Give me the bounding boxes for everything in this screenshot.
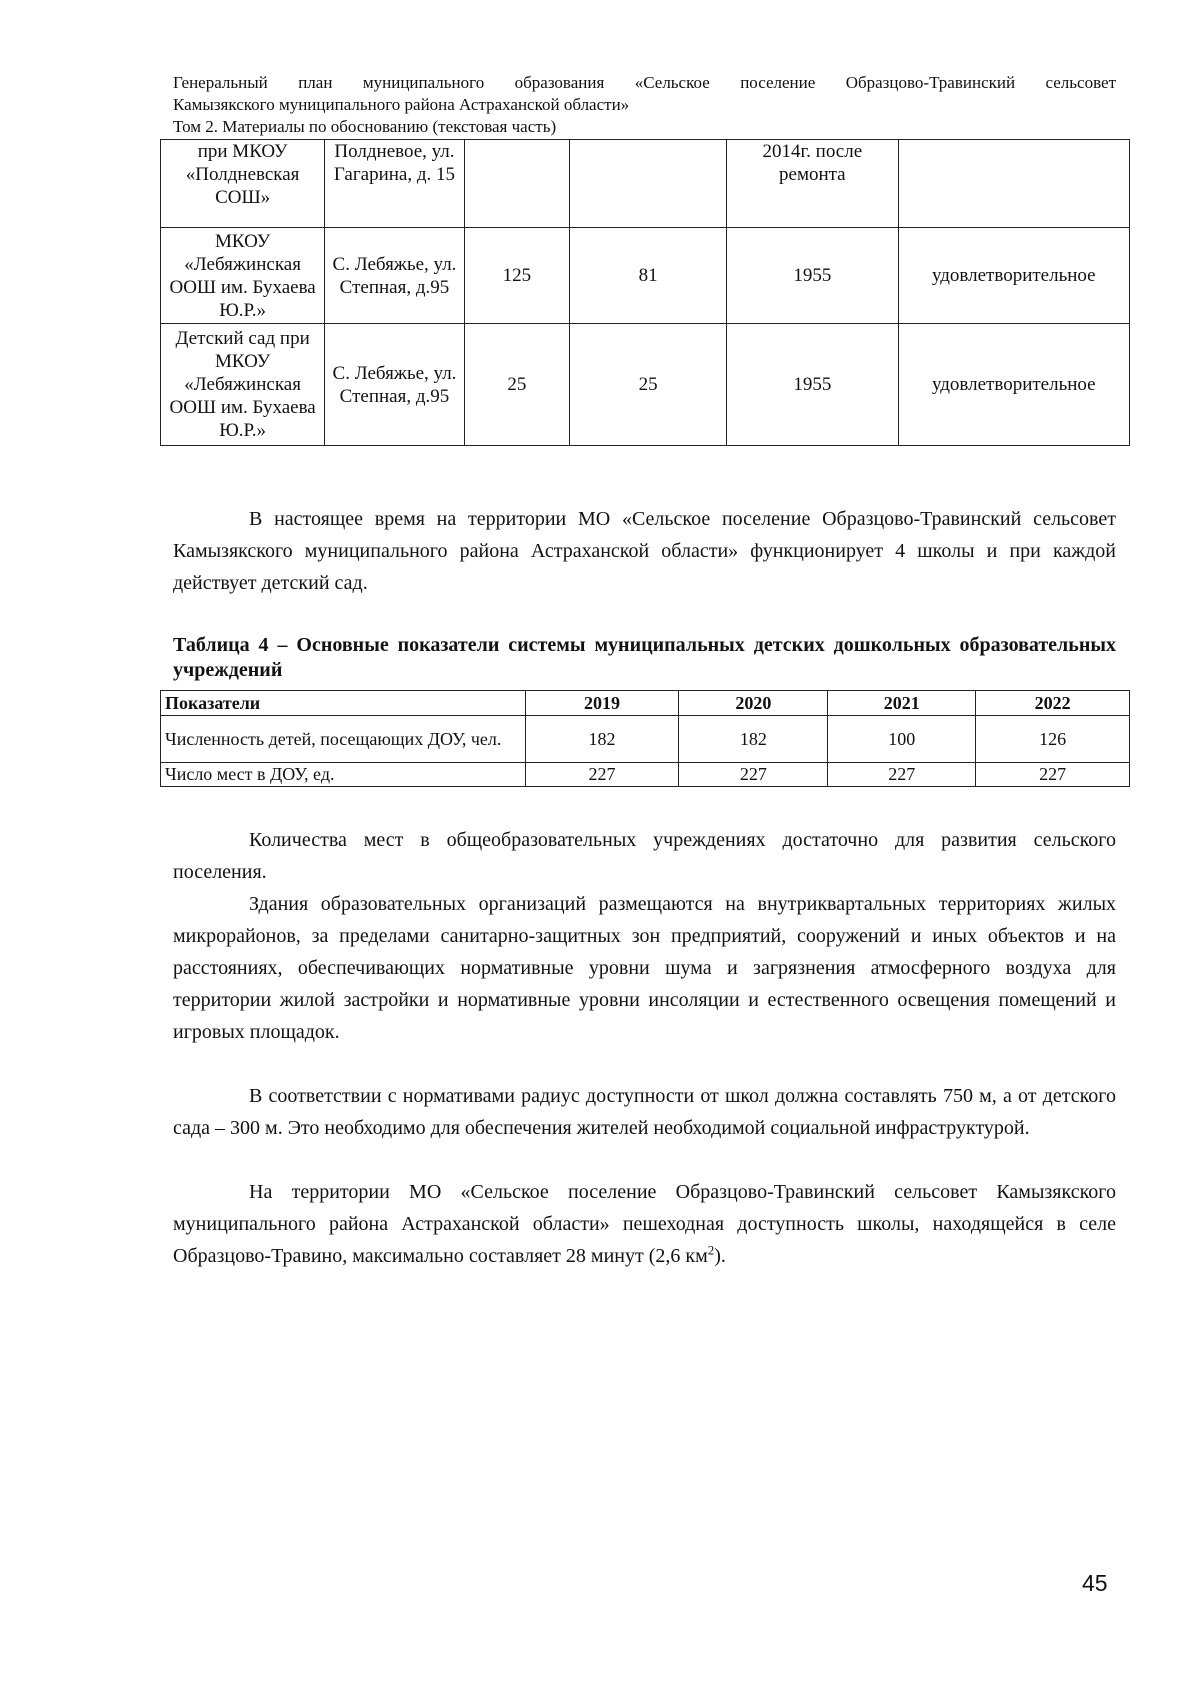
- institution-year: 1955: [727, 324, 898, 446]
- column-header: 2021: [828, 691, 976, 716]
- column-header: 2020: [679, 691, 828, 716]
- institution-state: [898, 140, 1129, 228]
- institution-capacity: [464, 140, 569, 228]
- paragraph-schools: В настоящее время на территории МО «Сельское поселение Образцово-Травинский сельсовет Камызякского муниципального района Астраханской области» функционирует 4 школы и при каждой действует детский сад.: [173, 508, 1116, 594]
- institution-year: 1955: [727, 228, 898, 324]
- paragraph-buildings: Здания образовательных организаций размещаются на внутриквартальных территориях жилых микрорайонов, за пределами санитарно-защитных зон предприятий, сооружений и иных объектов и на расстояниях, обеспечивающих нормативные уровни шума и загрязнения атмосферного воздуха для территории жилой застройки и нормативные уровни инсоляции и естественного освещения помещений и игровых площадок.: [173, 893, 1116, 1043]
- indicator-value: 182: [679, 716, 828, 763]
- table-header-row: [161, 691, 1130, 716]
- page-number: 45: [1082, 1570, 1108, 1596]
- column-header: 2019: [525, 691, 679, 716]
- institution-year: 2014г. после ремонта: [727, 140, 898, 228]
- institution-actual: 81: [570, 228, 727, 324]
- paragraph-accessibility-text: На территории МО «Сельское поселение Образцово-Травинский сельсовет Камызякского муниципального района Астраханской области» пешеходная доступность школы, находящейся в селе Образцово-Травино, максимально составляет 28 минут (2,6 км: [173, 1181, 1116, 1267]
- running-header-line-1: Генеральный план муниципального образования «Сельское поселение Образцово-Травинский сельсовет: [173, 73, 1116, 92]
- table-row: [161, 324, 1130, 446]
- indicator-value: 227: [828, 763, 976, 787]
- paragraph-accessibility-tail: ).: [714, 1245, 726, 1267]
- institution-state: удовлетворительное: [898, 324, 1129, 446]
- indicator-value: 126: [976, 716, 1130, 763]
- institutions-table: [160, 139, 1130, 446]
- institution-name: при МКОУ «Полдневская СОШ»: [161, 140, 325, 228]
- institution-name: МКОУ «Лебяжинская ООШ им. Бухаева Ю.Р.»: [161, 228, 325, 324]
- paragraph-radius: В соответствии с нормативами радиус доступности от школ должна составлять 750 м, а от детского сада – 300 м. Это необходимо для обеспечения жителей необходимой социальной инфраструктурой.: [173, 1085, 1116, 1139]
- institution-actual: 25: [570, 324, 727, 446]
- indicator-value: 227: [976, 763, 1130, 787]
- institution-address: Полдневое, ул. Гагарина, д. 15: [325, 140, 464, 228]
- institution-state: удовлетворительное: [898, 228, 1129, 324]
- table-row: [161, 228, 1130, 324]
- indicator-value: 227: [679, 763, 828, 787]
- preschool-indicators-table: [160, 690, 1130, 787]
- table-row: [161, 140, 1130, 228]
- table-row: [161, 716, 1130, 763]
- institution-address: С. Лебяжье, ул. Степная, д.95: [325, 228, 464, 324]
- indicator-label: Численность детей, посещающих ДОУ, чел.: [161, 716, 526, 763]
- running-header-line-2: Камызякского муниципального района Астраханской области»: [173, 95, 630, 114]
- indicator-label: Число мест в ДОУ, ед.: [161, 763, 526, 787]
- institution-actual: [570, 140, 727, 228]
- institution-name: Детский сад при МКОУ «Лебяжинская ООШ им. Бухаева Ю.Р.»: [161, 324, 325, 446]
- paragraph-accessibility: [173, 1176, 1116, 1272]
- running-header-line-3: Том 2. Материалы по обоснованию (текстовая часть): [173, 117, 557, 136]
- indicator-value: 182: [525, 716, 679, 763]
- indicator-value: 227: [525, 763, 679, 787]
- institution-address: С. Лебяжье, ул. Степная, д.95: [325, 324, 464, 446]
- indicator-value: 100: [828, 716, 976, 763]
- column-header: 2022: [976, 691, 1130, 716]
- table-4-caption: Таблица 4 – Основные показатели системы муниципальных детских дошкольных образовательных учреждений: [173, 634, 1116, 681]
- superscript: 2: [707, 1242, 715, 1258]
- institution-capacity: 125: [464, 228, 569, 324]
- table-row: [161, 763, 1130, 787]
- paragraph-capacity: Количества мест в общеобразовательных учреждениях достаточно для развития сельского поселения.: [173, 829, 1116, 883]
- column-header: Показатели: [161, 691, 526, 716]
- institution-capacity: 25: [464, 324, 569, 446]
